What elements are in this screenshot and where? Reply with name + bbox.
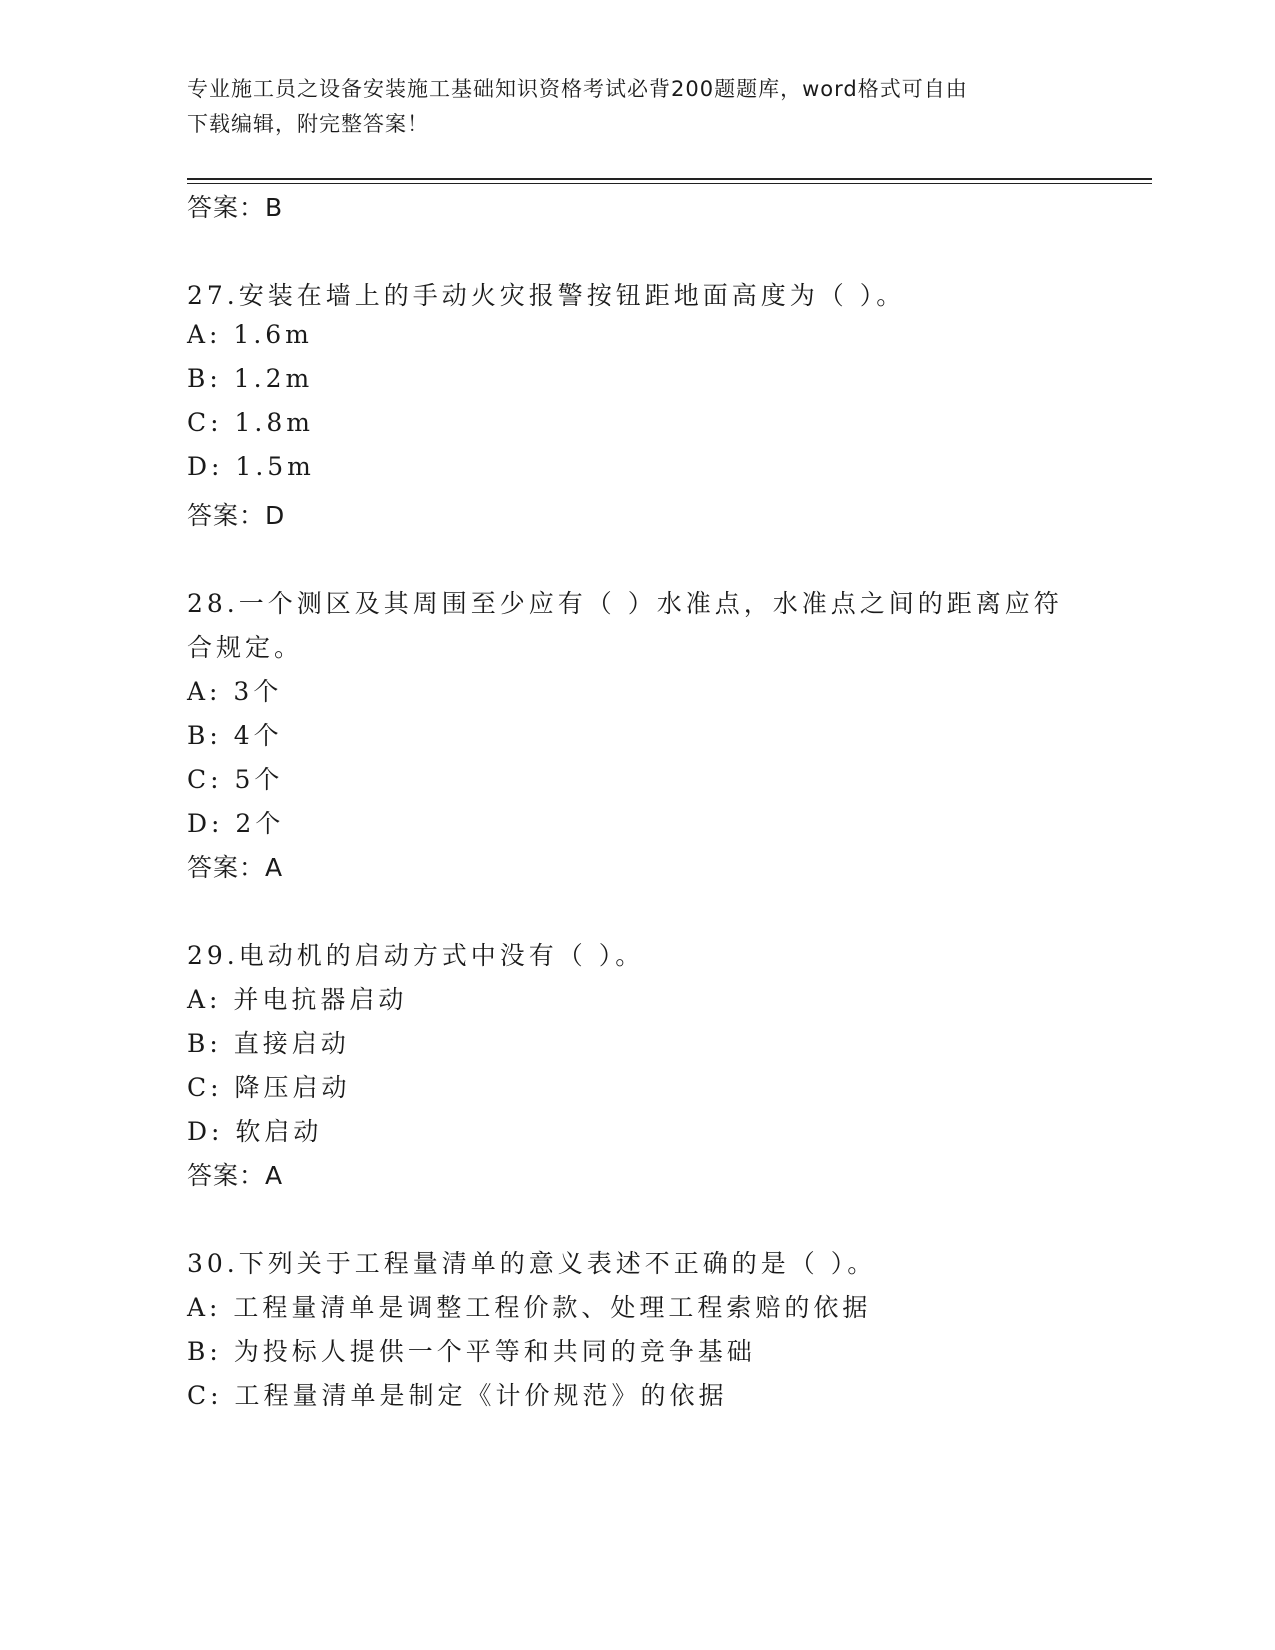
question-29-option-a: A: 并电抗器启动 bbox=[187, 985, 408, 1014]
header-line-2: 下载编辑，附完整答案！ bbox=[187, 112, 429, 136]
question-30-stem: 30.下列关于工程量清单的意义表述不正确的是（ ）。 bbox=[187, 1249, 877, 1278]
question-29-option-b: B: 直接启动 bbox=[187, 1029, 350, 1058]
question-27-option-c: C: 1.8m bbox=[187, 408, 314, 437]
header-line-1: 专业施工员之设备安装施工基础知识资格考试必背200题题库，word格式可自由 bbox=[187, 77, 968, 101]
question-30-option-a: A: 工程量清单是调整工程价款、处理工程索赔的依据 bbox=[187, 1293, 872, 1322]
question-27-answer: 答案：D bbox=[187, 501, 286, 530]
question-30-option-c: C: 工程量清单是制定《计价规范》的依据 bbox=[187, 1381, 728, 1410]
question-29-option-d: D: 软启动 bbox=[187, 1117, 323, 1146]
question-28-option-a: A: 3个 bbox=[187, 677, 283, 706]
question-29-answer: 答案：A bbox=[187, 1161, 284, 1190]
question-27-option-a: A: 1.6m bbox=[187, 320, 313, 349]
document-header bbox=[187, 72, 1067, 142]
question-28-stem-line-2: 合规定。 bbox=[187, 633, 304, 662]
question-27-option-b: B: 1.2m bbox=[187, 364, 314, 393]
question-30-option-b: B: 为投标人提供一个平等和共同的竞争基础 bbox=[187, 1337, 756, 1366]
question-28-option-b: B: 4个 bbox=[187, 721, 283, 750]
question-27-stem: 27.安装在墙上的手动火灾报警按钮距地面高度为（ ）。 bbox=[187, 281, 906, 310]
previous-answer: 答案：B bbox=[187, 193, 284, 222]
question-28-option-c: C: 5个 bbox=[187, 765, 284, 794]
question-29-stem: 29.电动机的启动方式中没有（ ）。 bbox=[187, 941, 645, 970]
question-27-option-d: D: 1.5m bbox=[187, 452, 315, 481]
question-28-stem-line-1: 28.一个测区及其周围至少应有（ ）水准点，水准点之间的距离应符 bbox=[187, 589, 1063, 618]
question-29-option-c: C: 降压启动 bbox=[187, 1073, 351, 1102]
header-rule-thick bbox=[187, 178, 1152, 180]
question-28-answer: 答案：A bbox=[187, 853, 284, 882]
header-rule-thin bbox=[187, 183, 1152, 184]
question-28-option-d: D: 2个 bbox=[187, 809, 285, 838]
